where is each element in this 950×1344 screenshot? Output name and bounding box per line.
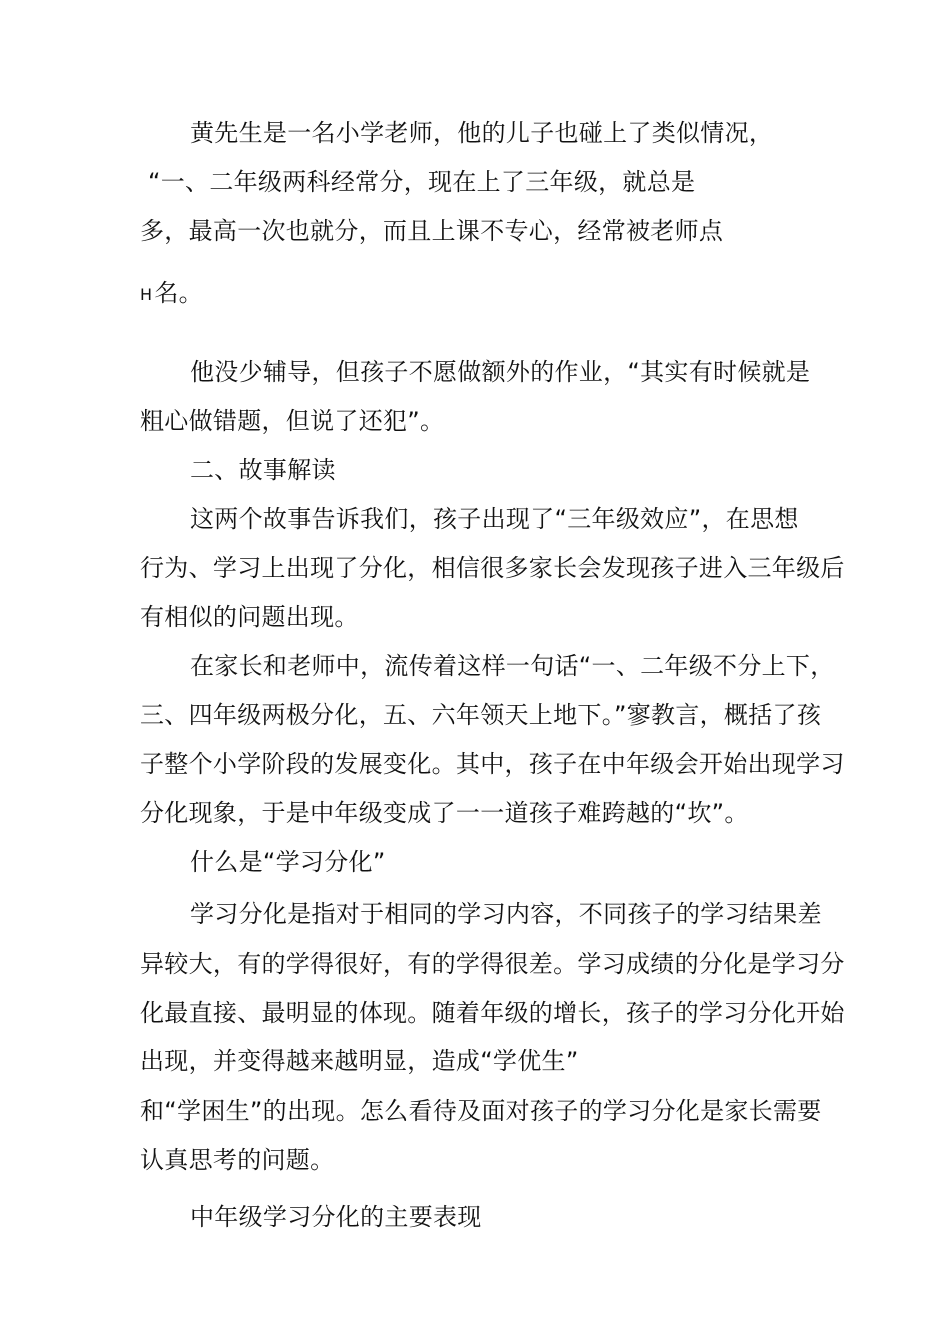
stray-mark: H [140,285,153,304]
text-line: 黄先生是一名小学老师，他的儿子也碰上了类似情况， [190,119,774,147]
text-fragment: 名。 [154,279,203,307]
text-line: 三、四年级两极分化，五、六年领天上地下。”寥教言，概括了孩 [140,701,822,729]
text-line: 异较大，有的学得很好，有的学得很差。学习成绩的分化是学习分 [140,950,845,978]
text-line: “一、二年级两科经常分，现在上了三年级，就总是 [148,168,696,196]
text-line: 出现，并变得越来越明显，造成“学优生” [140,1047,579,1075]
text-line: 子整个小学阶段的发展变化。其中，孩子在中年级会开始出现学习 [140,750,845,778]
text-line: 有相似的问题出现。 [140,603,359,631]
text-line [140,278,203,310]
section-heading: 中年级学习分化的主要表现 [190,1203,482,1231]
text-line: 他没少辅导，但孩子不愿做额外的作业，“其实有时候就是 [190,358,811,386]
text-line: 分化现象，于是中年级变成了一一道孩子难跨越的“坎”。 [140,799,749,827]
text-line: 多，最高一次也就分，而且上课不专心，经常被老师点 [140,217,724,245]
text-line: 粗心做错题，但说了还犯”。 [140,407,445,435]
text-line: 学习分化是指对于相同的学习内容，不同孩子的学习结果差 [190,900,822,928]
section-heading: 二、故事解读 [190,456,336,484]
text-line: 化最直接、最明显的体现。随着年级的增长，孩子的学习分化开始 [140,999,845,1027]
text-line: 这两个故事告诉我们，孩子出现了“三年级效应”，在思想 [190,505,799,533]
text-line: 行为、学习上出现了分化，相信很多家长会发现孩子进入三年级后 [140,554,845,582]
text-line: 在家长和老师中，流传着这样一句话“一、二年级不分上下， [190,652,835,680]
text-line: 和“学困生”的出现。怎么看待及面对孩子的学习分化是家长需要 [140,1097,822,1125]
section-heading: 什么是“学习分化” [190,848,386,876]
text-line: 认真思考的问题。 [140,1146,335,1174]
